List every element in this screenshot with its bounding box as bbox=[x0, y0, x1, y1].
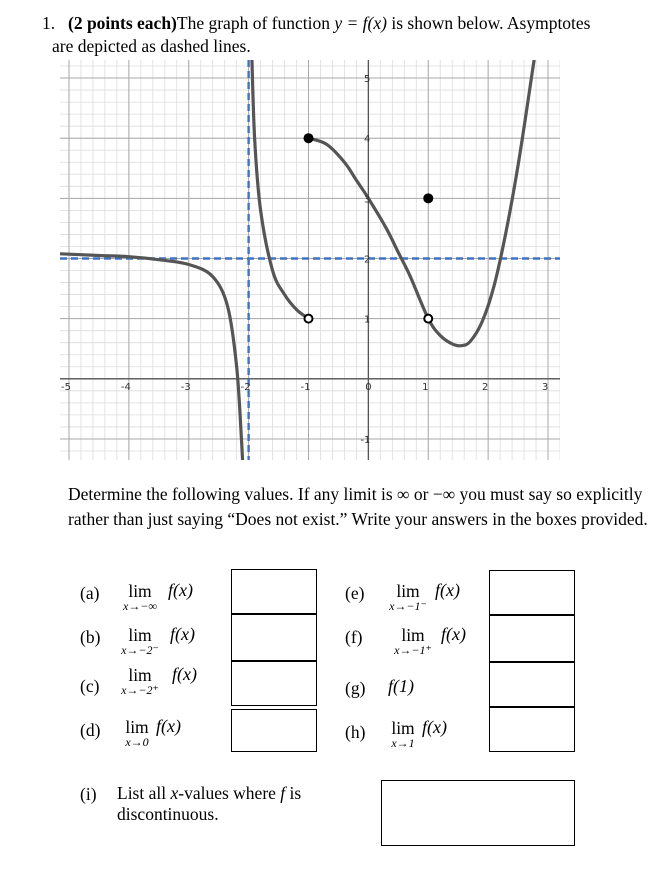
answer-box-f[interactable] bbox=[489, 615, 575, 662]
open-point bbox=[424, 315, 432, 323]
y-tick-label: 4 bbox=[364, 134, 371, 146]
part-i-text-b: -values where bbox=[178, 783, 281, 803]
part-g-label: (g) bbox=[345, 678, 366, 698]
part-c-label: (c) bbox=[80, 676, 100, 696]
answer-box-a[interactable] bbox=[231, 569, 317, 614]
part-i-label: (i) bbox=[80, 784, 97, 804]
question-line-2: are depicted as dashed lines. bbox=[52, 36, 251, 56]
part-f-fx: f(x) bbox=[441, 624, 466, 644]
tick-labels bbox=[61, 74, 548, 446]
part-h-label: (h) bbox=[345, 722, 366, 742]
answer-box-d[interactable] bbox=[231, 709, 317, 752]
function-graph bbox=[60, 60, 560, 460]
part-b-fx: f(x) bbox=[170, 624, 195, 644]
part-i-var-f: f bbox=[280, 783, 286, 803]
part-d-lim-word: lim bbox=[125, 717, 149, 737]
x-tick-label: -4 bbox=[120, 381, 131, 393]
part-b-lim-sub: x→−2⁻ bbox=[121, 643, 159, 657]
part-e-label: (e) bbox=[345, 583, 365, 603]
part-e-limit bbox=[388, 582, 428, 612]
question-number: 1. bbox=[42, 13, 56, 33]
part-e-lim-word: lim bbox=[396, 581, 420, 601]
question-points: (2 points each) bbox=[68, 13, 177, 33]
x-tick-label: -2 bbox=[240, 381, 251, 393]
part-f-label: (f) bbox=[345, 627, 363, 647]
part-i-text bbox=[117, 783, 337, 825]
x-tick-label: -1 bbox=[300, 381, 311, 393]
part-f-lim-word: lim bbox=[401, 625, 425, 645]
part-b-label: (b) bbox=[80, 627, 101, 647]
x-tick-label: 2 bbox=[481, 381, 489, 393]
part-d-label: (d) bbox=[80, 720, 101, 740]
part-h-lim-sub: x→1 bbox=[391, 736, 415, 750]
part-e-lim-sub: x→−1⁻ bbox=[389, 599, 427, 613]
y-tick-label: 3 bbox=[364, 194, 371, 206]
part-a-fx: f(x) bbox=[168, 580, 193, 600]
open-point bbox=[305, 315, 313, 323]
part-d-lim-sub: x→0 bbox=[125, 735, 149, 749]
part-a-limit bbox=[120, 582, 160, 612]
answer-box-c[interactable] bbox=[231, 661, 317, 706]
answer-box-e[interactable] bbox=[489, 570, 575, 615]
part-h-lim-word: lim bbox=[391, 718, 415, 738]
y-tick-label: -1 bbox=[360, 434, 371, 446]
part-a-lim-sub: x→−∞ bbox=[123, 599, 157, 613]
curve-right-branch bbox=[309, 60, 543, 346]
axes bbox=[60, 60, 560, 460]
part-f-lim-sub: x→−1⁺ bbox=[394, 643, 432, 657]
part-c-lim-sub: x→−2⁺ bbox=[121, 683, 159, 697]
part-b-lim-word: lim bbox=[128, 625, 152, 645]
part-g-fx: f(1) bbox=[388, 676, 414, 696]
part-i-text-c: is discontinuous. bbox=[117, 783, 302, 824]
part-i-text-a: List all bbox=[117, 783, 171, 803]
part-a-label: (a) bbox=[80, 583, 100, 603]
grid-lines bbox=[60, 60, 560, 460]
answer-box-i[interactable] bbox=[381, 780, 575, 846]
x-tick-label: -3 bbox=[180, 381, 191, 393]
part-f-limit bbox=[393, 626, 433, 656]
curves bbox=[60, 60, 542, 460]
question-formula: y = f(x) bbox=[334, 13, 387, 33]
part-h-fx: f(x) bbox=[422, 717, 447, 737]
curve-left-branch bbox=[60, 254, 244, 460]
y-tick-label: 2 bbox=[364, 254, 371, 266]
part-c-fx: f(x) bbox=[172, 664, 197, 684]
part-b-limit bbox=[120, 626, 160, 656]
part-c-limit bbox=[120, 666, 160, 696]
answer-box-h[interactable] bbox=[489, 707, 575, 752]
question-text-a: The graph of function bbox=[176, 13, 335, 33]
part-d-fx: f(x) bbox=[156, 716, 181, 736]
filled-point bbox=[304, 133, 314, 143]
question-text-b: is shown below. Asymptotes bbox=[386, 13, 591, 33]
filled-point bbox=[423, 193, 433, 203]
part-h-limit bbox=[388, 719, 418, 749]
part-c-lim-word: lim bbox=[128, 665, 152, 685]
x-tick-label: 1 bbox=[422, 381, 429, 393]
x-tick-label: 3 bbox=[541, 381, 549, 393]
part-d-limit bbox=[122, 718, 152, 748]
part-e-fx: f(x) bbox=[435, 580, 460, 600]
x-tick-label: -5 bbox=[60, 381, 71, 393]
curve-middle-branch bbox=[252, 60, 309, 319]
answer-box-b[interactable] bbox=[231, 614, 317, 661]
y-tick-label: 5 bbox=[364, 74, 371, 86]
y-tick-label: 1 bbox=[364, 314, 371, 326]
x-tick-label: 0 bbox=[365, 381, 372, 393]
instructions: Determine the following values. If any limit is ∞ or −∞ you must say so explicitly rather than just saying “Does not exist.” Write your answers in the boxes provided. bbox=[68, 484, 648, 529]
part-a-lim-word: lim bbox=[128, 581, 152, 601]
answer-box-g[interactable] bbox=[489, 662, 575, 707]
question-header bbox=[42, 12, 662, 58]
asymptotes bbox=[60, 60, 560, 460]
part-i-var-x: x bbox=[170, 783, 179, 803]
